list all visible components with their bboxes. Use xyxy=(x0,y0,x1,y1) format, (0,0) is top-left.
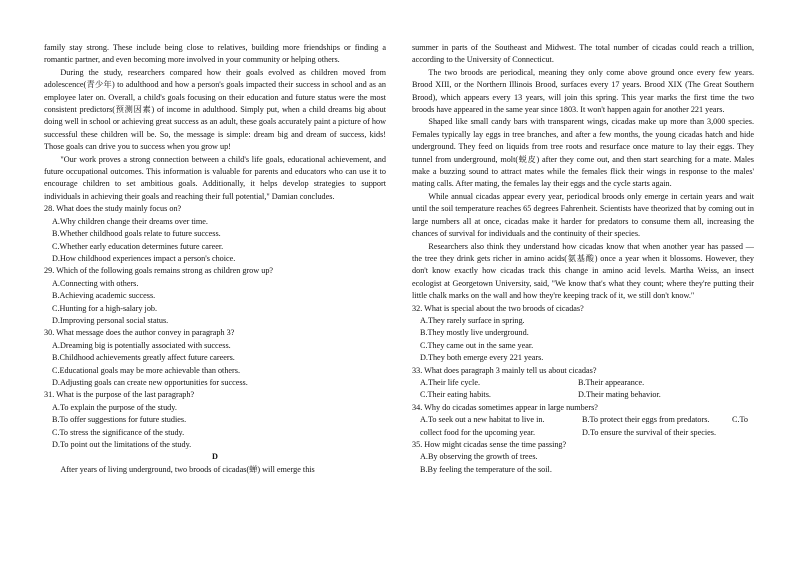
option-row xyxy=(420,389,754,401)
option-a[interactable]: A.To explain the purpose of the study. xyxy=(52,402,177,412)
option-c[interactable]: C.To stress the significance of the study. xyxy=(52,427,185,437)
right-column xyxy=(412,42,754,476)
option-row xyxy=(420,427,754,439)
question-30 xyxy=(44,327,386,389)
option-c[interactable]: C.Hunting for a high-salary job. xyxy=(52,303,158,313)
option-b[interactable]: B.By feeling the temperature of the soil. xyxy=(420,464,552,474)
question-29 xyxy=(44,265,386,327)
option-b[interactable]: B.Whether childhood goals relate to future success. xyxy=(52,229,221,239)
option-a[interactable]: A.They rarely surface in spring. xyxy=(420,315,525,325)
option-d[interactable]: D.Improving personal social status. xyxy=(52,315,169,325)
option-a[interactable]: A.To seek out a new habitat to live in. xyxy=(420,415,545,425)
option-c[interactable]: C.Whether early education determines future career. xyxy=(52,241,224,251)
paragraph-periodical: While annual cicadas appear every year, periodical broods only emerge in certain years and wait until the soil temperature reaches 65 degrees Fahrenheit. Scientists have theorized that by coming out in large numbers all at once, cicadas make it harder for predators to consume them all, increasing the chances of survival for individuals and the continuity of their species. xyxy=(412,191,754,239)
option-b[interactable]: B.To protect their eggs from predators. xyxy=(582,415,710,425)
option-b[interactable]: B.Childhood achievements greatly affect future careers. xyxy=(52,353,235,363)
question-32 xyxy=(412,303,754,365)
question-stem: 35. How might cicadas sense the time passing? xyxy=(412,440,567,449)
option-d[interactable]: D.To point out the limitations of the study. xyxy=(52,440,192,449)
paragraph-c-continued: family stay strong. These include being close to relatives, building more friendships or finding a romantic partner, and even becoming more involved in your community or helping others. xyxy=(44,43,386,65)
question-28 xyxy=(44,203,386,265)
option-c[interactable]: C.They came out in the same year. xyxy=(420,340,534,350)
option-d[interactable]: D.Adjusting goals can create new opportunities for success. xyxy=(52,377,248,387)
paragraph-d-continued: summer in parts of the Southeast and Midwest. The total number of cicadas could reach a trillion, according to the University of Connecticut. xyxy=(412,43,754,65)
option-d[interactable]: D.How childhood experiences impact a person's choice. xyxy=(52,253,236,263)
option-row xyxy=(420,414,754,426)
option-a[interactable]: A.Dreaming big is potentially associated with success. xyxy=(52,340,231,350)
paragraph-amino-acids: Researchers also think they understand how cicadas know that when another year has passed — the tree they drink gets richer in amino acids(氨基酸) once a year when it blossoms. However, they don't know exactly how cicadas track this change in amino acid levels. Martha Weiss, an insect ecologist at Georgetown University, said, "We know that's what they count; where they're putting their little chalk marks on the wall and how they're keeping track of it, we still don't know." xyxy=(412,241,754,301)
question-34 xyxy=(412,402,754,439)
question-stem: 31. What is the purpose of the last paragraph? xyxy=(44,390,195,400)
option-d[interactable]: D.Their mating behavior. xyxy=(578,390,661,400)
option-b[interactable]: B.They mostly live underground. xyxy=(420,328,529,338)
paragraph-broods: The two broods are periodical, meaning they only come above ground once every few years. Brood XIII, or the Northern Illinois Brood, surfaces every 17 years. Brood XIX (The Great Southern Brood), which appears every 13 years, will join this spring. This year marks the first time the two broods have appeared in the same year since 1803. It won't happen again for another 221 years. xyxy=(412,67,754,115)
question-stem: 29. Which of the following goals remains strong as children grow up? xyxy=(44,266,274,276)
question-31 xyxy=(44,389,386,451)
option-b[interactable]: B.Their appearance. xyxy=(578,377,645,387)
paragraph-quote: "Our work proves a strong connection between a child's life goals, educational achievement, and future occupational outcomes. This information is valuable for parents and educators who can use it to encourage children to set ambitious goals. Additionally, it helps develop strategies to support individuals in achieving their goals and reaching their full potential," Damian concludes. xyxy=(44,154,386,201)
paragraph-study: During the study, researchers compared how their goals evolved as children moved from adolescence(青少年) to adulthood and how a person's goals impacted their success in school and as an employee later on. Overall, a child's goals focusing on their education and future status were the most consistent predictors(预测因素) of income in adulthood. Simply put, when a child dreams big about doing well in school or achieving great success as an adult, these goals accurately paint a picture of how successful these children will be. So, the message is simple: dream big and dream of success, kids! Those goals can drive you to success when you grow up! xyxy=(44,67,386,152)
option-row xyxy=(420,377,754,389)
question-35 xyxy=(412,439,754,476)
option-d[interactable]: D.They both emerge every 221 years. xyxy=(420,353,544,363)
section-heading-d: D xyxy=(212,452,218,462)
question-33 xyxy=(412,365,754,402)
option-b[interactable]: B.Achieving academic success. xyxy=(52,291,156,301)
question-stem: 34. Why do cicadas sometimes appear in large numbers? xyxy=(412,402,598,412)
option-a[interactable]: A.By observing the growth of trees. xyxy=(420,452,538,462)
option-c[interactable]: C.Their eating habits. xyxy=(420,390,491,400)
left-column xyxy=(44,42,386,476)
option-b[interactable]: B.To offer suggestions for future studies. xyxy=(52,415,187,425)
paragraph-life-cycle: Shaped like small candy bars with transparent wings, cicadas make up more than 3,000 species. Females typically lay eggs in tree branches, and after a few months, the young cicadas hatch and hide underground. They feed on liquids from tree roots and resurface once mature to lay their eggs. They tunnel from underground, molt(蜕皮) after they come out, and then start searching for a mate. Males make a buzzing sound to attract mates while the females flick their wings in response to the males' mating calls. After mating, the females lay their eggs and the cycle starts again. xyxy=(412,117,754,189)
option-a[interactable]: A.Connecting with others. xyxy=(52,278,139,288)
option-a[interactable]: A.Their life cycle. xyxy=(420,377,481,387)
question-stem: 28. What does the study mainly focus on? xyxy=(44,204,182,214)
option-c[interactable]: C.Educational goals may be more achievable than others. xyxy=(52,365,241,375)
question-stem: 33. What does paragraph 3 mainly tell us about cicadas? xyxy=(412,365,597,375)
option-c-continued[interactable]: collect food for the upcoming year. xyxy=(420,427,536,437)
option-a[interactable]: A.Why children change their dreams over time. xyxy=(52,216,208,226)
question-stem: 32. What is special about the two broods of cicadas? xyxy=(412,303,584,313)
paragraph-d-intro: After years of living underground, two broods of cicadas(蝉) will emerge this xyxy=(60,464,315,474)
question-stem: 30. What message does the author convey in paragraph 3? xyxy=(44,328,235,338)
option-d[interactable]: D.To ensure the survival of their species. xyxy=(582,427,717,437)
option-c[interactable]: C.To xyxy=(732,415,749,425)
